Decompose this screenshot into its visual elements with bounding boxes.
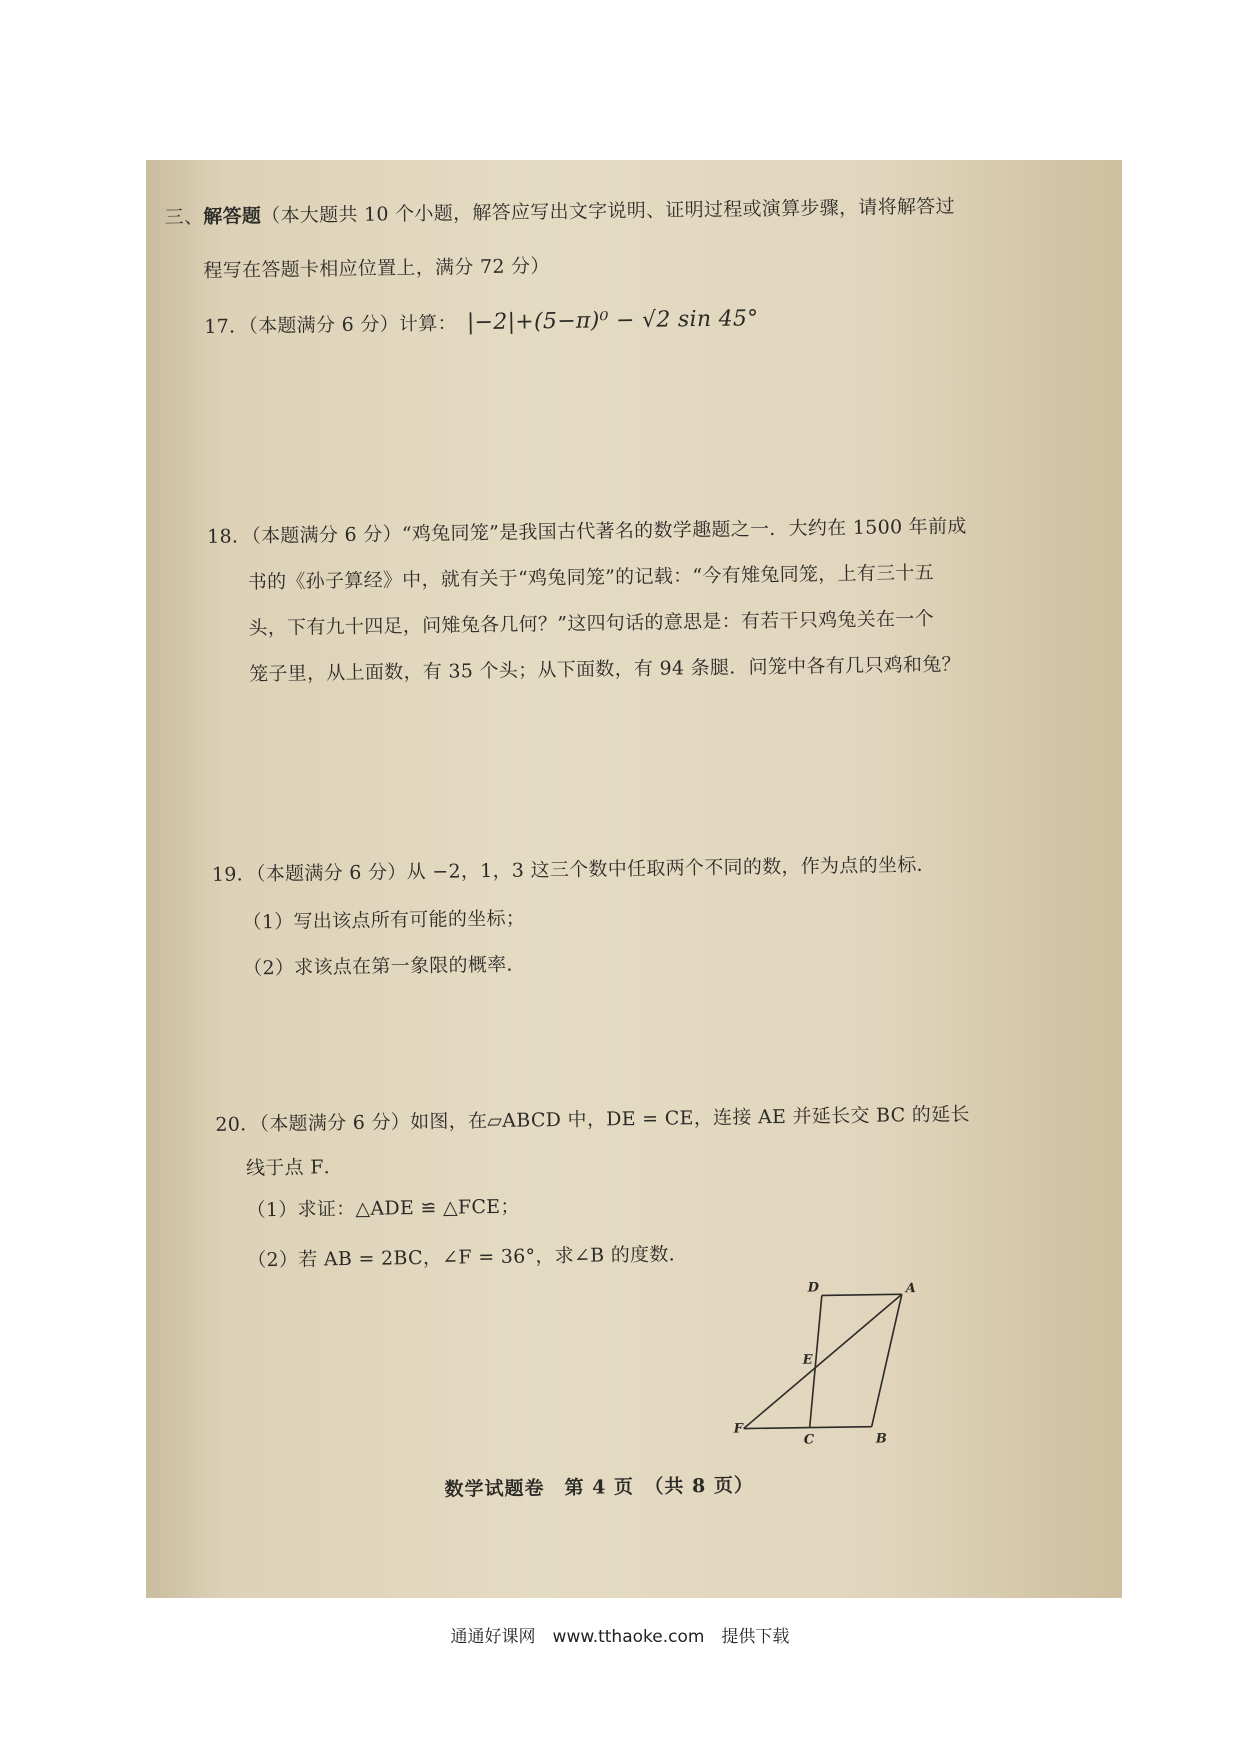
section-heading	[165, 191, 955, 229]
label-A: A	[905, 1281, 916, 1297]
question-18-line: 笼子里，从上面数，有 35 个头；从下面数，有 94 条腿．问笼中各有几只鸡和兔？	[248, 653, 962, 686]
question-18-line: 18．（本题满分 6 分）“鸡兔同笼”是我国古代著名的数学趣题之一．大约在 1500 年前成	[207, 515, 967, 548]
section-heading-desc-line1: （本大题共 10 个小题，解答应写出文字说明、证明过程或演算步骤，请将解答过	[261, 195, 955, 228]
question-20-stem-cont: 线于点 F．	[245, 1156, 344, 1180]
label-D: D	[807, 1280, 820, 1296]
section-heading-title: 解答题	[203, 205, 262, 228]
question-17-label: 17．（本题满分 6 分）计算：	[204, 312, 458, 338]
segment-FA	[742, 1294, 904, 1428]
label-F: F	[733, 1421, 744, 1437]
exam-sheet	[146, 160, 1122, 1598]
question-20-part-1: （1）求证：△ADE ≌ △FCE；	[246, 1195, 520, 1222]
segment-BC	[810, 1427, 872, 1428]
segment-DA	[822, 1294, 902, 1295]
page-footer: 数学试题卷 第 4 页 （共 8 页）	[444, 1474, 755, 1501]
label-E: E	[802, 1352, 813, 1368]
label-C: C	[803, 1432, 815, 1448]
question-17	[204, 304, 759, 339]
download-credit: 通通好课网 www.tthaoke.com 提供下载	[450, 1627, 790, 1647]
section-heading-desc-line2: 程写在答题卡相应位置上，满分 72 分）	[203, 255, 550, 282]
parallelogram-figure	[732, 1275, 994, 1449]
question-19-part-1: （1）写出该点所有可能的坐标；	[242, 907, 526, 934]
question-17-expression: |−2|+(5−π)⁰ − √2 sin 45°	[466, 306, 759, 336]
label-B: B	[875, 1431, 887, 1447]
section-heading-number: 三、	[164, 205, 204, 229]
exam-page-photo	[146, 160, 1122, 1598]
question-20-part-2: （2）若 AB = 2BC，∠F = 36°，求∠B 的度数．	[247, 1243, 689, 1272]
question-19-stem: 19．（本题满分 6 分）从 −2，1，3 这三个数中任取两个不同的数，作为点的坐标．	[211, 853, 937, 886]
segment-AB	[870, 1294, 904, 1426]
question-20-stem: 20．（本题满分 6 分）如图，在▱ABCD 中，DE = CE，连接 AE 并延长交 BC 的延长	[215, 1103, 970, 1136]
question-18-line: 头，下有九十四足，问雉兔各几何？”这四句话的意思是：有若干只鸡兔关在一个	[248, 607, 935, 640]
segment-CF	[744, 1428, 810, 1429]
question-18-line: 书的《孙子算经》中，就有关于“鸡兔同笼”的记载：“今有雉兔同笼，上有三十五	[247, 561, 935, 594]
question-19-part-2: （2）求该点在第一象限的概率．	[243, 953, 526, 980]
